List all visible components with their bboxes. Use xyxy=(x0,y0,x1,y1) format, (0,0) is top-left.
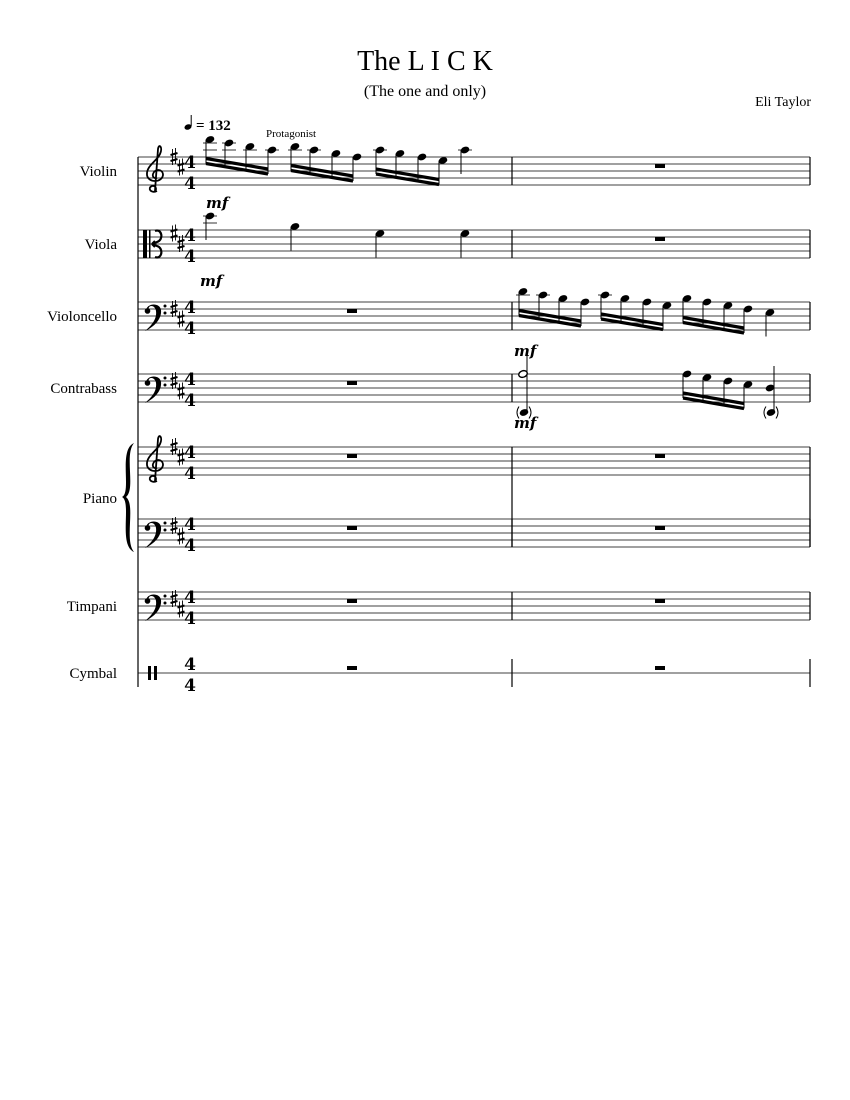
staff-timpani xyxy=(67,588,810,629)
whole-rest xyxy=(655,666,665,670)
instrument-label: Cymbal xyxy=(69,666,117,682)
instrument-label: Timpani xyxy=(66,599,117,615)
time-signature-top: 4 xyxy=(184,370,196,390)
time-signature-top: 4 xyxy=(184,588,196,608)
bass-clef-icon xyxy=(145,376,167,403)
sharp-icon xyxy=(171,148,178,165)
staff-piano-treble xyxy=(138,414,810,547)
piano-brace xyxy=(122,443,134,552)
dynamic-marking: mf xyxy=(514,342,537,360)
time-signature-top: 4 xyxy=(184,655,196,675)
score-title: The L I C K xyxy=(357,46,493,77)
whole-rest xyxy=(655,164,665,168)
composer-name: Eli Taylor xyxy=(755,95,811,110)
bass-clef-icon xyxy=(145,521,167,548)
dynamic-marking: mf xyxy=(514,414,537,432)
score-subtitle: (The one and only) xyxy=(363,83,487,100)
dynamic-marking: mf xyxy=(206,194,229,212)
instrument-label: Viola xyxy=(84,237,117,253)
time-signature-top: 4 xyxy=(184,515,196,535)
sharp-icon xyxy=(171,372,178,389)
time-signature-bottom: 4 xyxy=(184,174,196,194)
time-signature-bottom: 4 xyxy=(184,609,196,629)
optional-note xyxy=(766,408,776,417)
staff-viola xyxy=(85,194,810,267)
time-signature-top: 4 xyxy=(184,226,196,246)
quarter-note-icon xyxy=(184,115,193,131)
time-signature-bottom: 4 xyxy=(184,676,196,696)
staff-piano-bass xyxy=(138,515,810,556)
parenthesis xyxy=(776,407,778,419)
rehearsal-text: Protagonist xyxy=(266,128,317,140)
time-signature-top: 4 xyxy=(184,153,196,173)
time-signature-top: 4 xyxy=(184,443,196,463)
sharp-icon xyxy=(171,438,178,455)
staff-cymbal xyxy=(70,655,811,696)
time-signature-bottom: 4 xyxy=(184,464,196,484)
whole-rest xyxy=(655,237,665,241)
time-signature-bottom: 4 xyxy=(184,536,196,556)
whole-rest xyxy=(347,599,357,603)
time-signature-top: 4 xyxy=(184,298,196,318)
sharp-icon xyxy=(171,225,178,242)
whole-rest xyxy=(655,526,665,530)
bass-clef-icon xyxy=(145,304,167,331)
sharp-icon xyxy=(171,517,178,534)
time-signature-bottom: 4 xyxy=(184,319,196,339)
staff-violoncello xyxy=(47,272,810,339)
dynamic-marking: mf xyxy=(200,272,223,290)
staff-violin xyxy=(80,135,810,194)
bass-clef-icon xyxy=(145,594,167,621)
whole-rest xyxy=(347,666,357,670)
parenthesis xyxy=(764,407,766,419)
time-signature-bottom: 4 xyxy=(184,391,196,411)
instrument-label-piano: Piano xyxy=(82,491,117,507)
sharp-icon xyxy=(171,590,178,607)
sharp-icon xyxy=(171,300,178,317)
whole-rest xyxy=(655,599,665,603)
whole-rest xyxy=(347,381,357,385)
instrument-label: Violoncello xyxy=(47,309,117,325)
tempo-text: = 132 xyxy=(196,118,231,134)
instrument-label: Violin xyxy=(79,164,117,180)
tempo-marking xyxy=(184,115,231,134)
whole-rest xyxy=(347,526,357,530)
time-signature-bottom: 4 xyxy=(184,247,196,267)
staff-contrabass xyxy=(50,342,810,419)
whole-rest xyxy=(347,454,357,458)
whole-rest xyxy=(655,454,665,458)
whole-rest xyxy=(347,309,357,313)
instrument-label: Contrabass xyxy=(50,381,117,397)
